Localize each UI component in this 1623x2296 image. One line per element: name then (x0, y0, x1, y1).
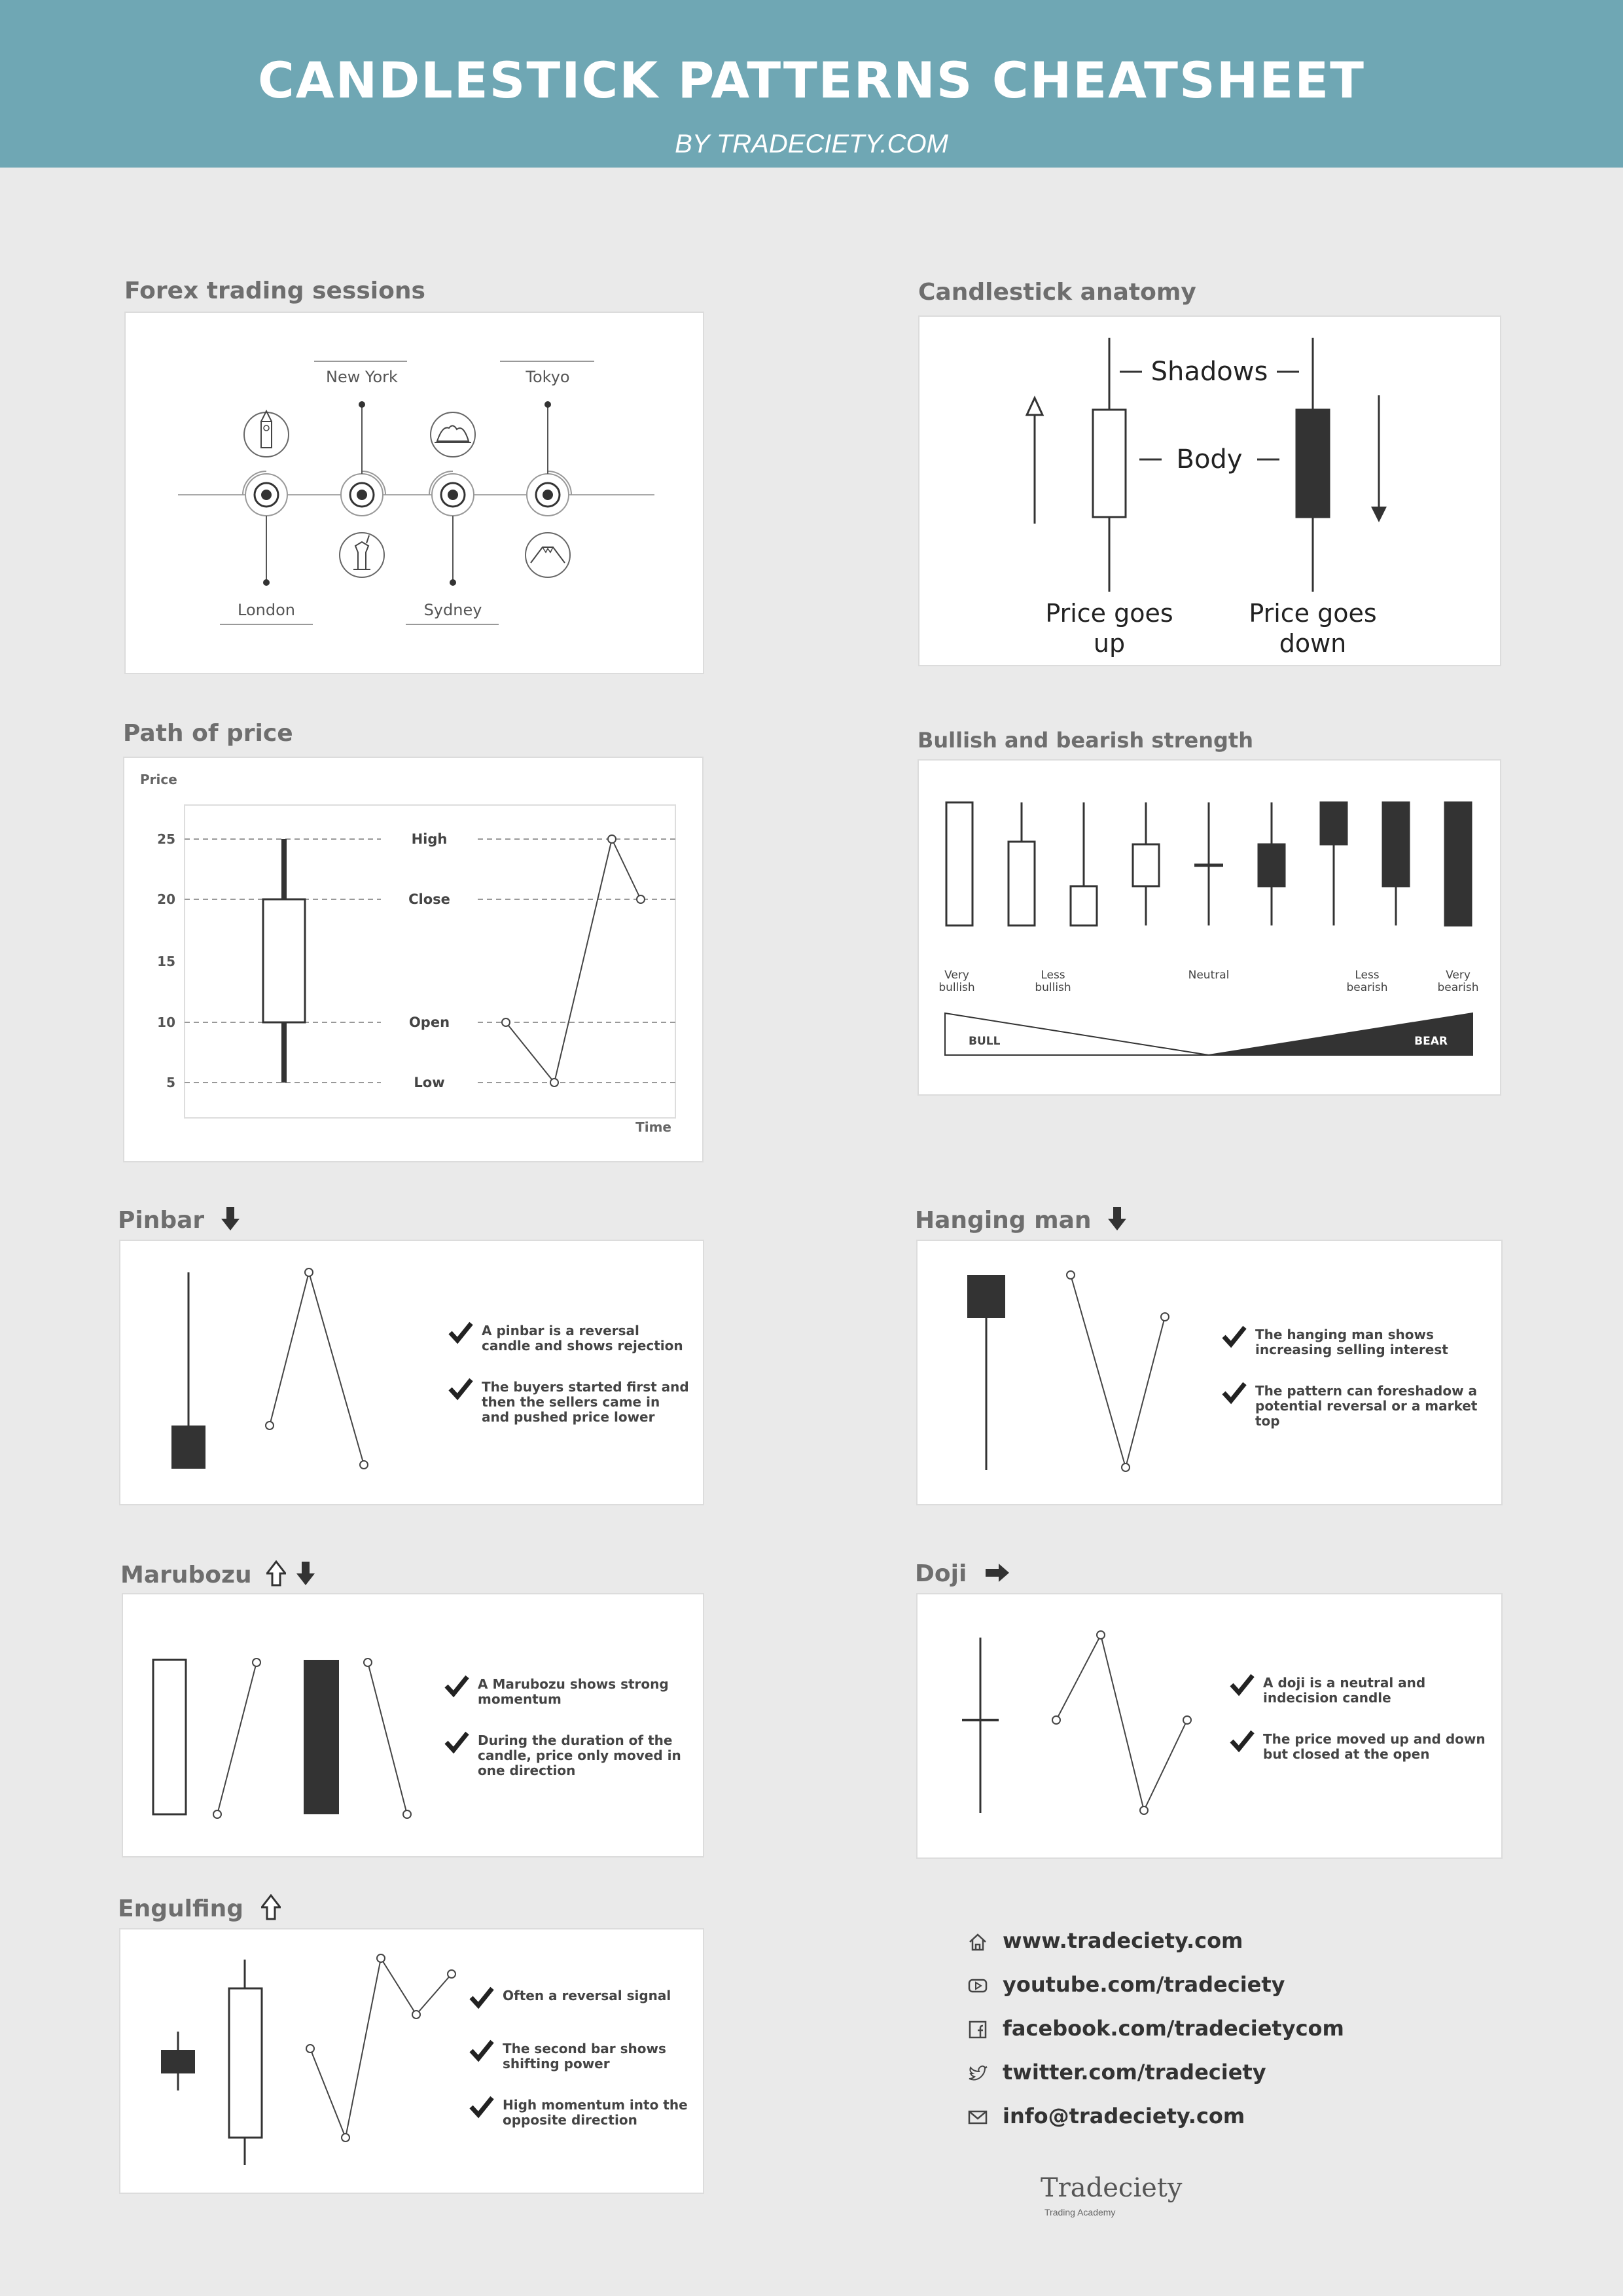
bear-label: BEAR (1414, 1035, 1448, 1048)
label-less-bearish: Less bearish (1346, 969, 1388, 994)
sessions-diagram (126, 313, 705, 675)
doji-bullet-1: A doji is a neutral and indecision candle (1229, 1676, 1497, 1706)
engulfing-title (118, 1894, 281, 1922)
big-ben-icon (244, 411, 289, 457)
bull-bear-scale (945, 1013, 1472, 1055)
check-icon (444, 1673, 470, 1699)
marubozu-bullet-2: During the duration of the candle, price only moved in one direction (444, 1733, 692, 1778)
path-title: Path of price (123, 720, 293, 747)
anatomy-panel (918, 315, 1501, 666)
marubozu-panel (122, 1593, 704, 1857)
mail-icon (967, 2107, 988, 2128)
pinbar-title (118, 1206, 240, 1234)
engulfing-bullets (469, 1988, 691, 2154)
bull-label: BULL (969, 1035, 1001, 1048)
arrow-up-outline-icon (261, 1894, 281, 1920)
check-icon (1221, 1380, 1247, 1406)
bullish-candle (1093, 338, 1126, 592)
price-down-label-line1: Price goes (1249, 599, 1377, 628)
level-low: Low (414, 1075, 445, 1090)
contact-list (967, 1928, 1344, 2147)
price-up-label-line2: up (1093, 629, 1126, 658)
check-icon (448, 1376, 474, 1402)
check-icon (448, 1319, 474, 1346)
hanging-title (915, 1206, 1127, 1234)
hanging-bullets (1221, 1327, 1496, 1455)
y-tick-25: 25 (157, 831, 175, 847)
marubozu-title (120, 1560, 315, 1588)
path-diagram (124, 758, 705, 1164)
doji-panel (916, 1593, 1503, 1859)
website-link[interactable]: www.tradeciety.com (967, 1928, 1344, 1971)
engulfing-panel (119, 1928, 704, 2194)
doji-title-text: Doji (915, 1560, 967, 1587)
anatomy-diagram (919, 317, 1503, 668)
y-tick-10: 10 (157, 1014, 175, 1030)
engulfing-bullet-2: The second bar shows shifting power (469, 2041, 691, 2072)
statue-of-liberty-icon (340, 533, 384, 577)
hanging-bullet-1: The hanging man shows increasing selling interest (1221, 1327, 1496, 1357)
strength-title: Bullish and bearish strength (918, 728, 1253, 753)
doji-bullet-2: The price moved up and down but closed at the open (1229, 1732, 1497, 1762)
engulfing-bullet-3: High momentum into the opposite direction (469, 2098, 691, 2128)
arrow-right-icon (984, 1563, 1010, 1583)
youtube-icon (967, 1975, 988, 1996)
example-candle (263, 839, 305, 1083)
pinbar-bullets (448, 1323, 690, 1451)
facebook-link[interactable]: facebook.com/tradecietycom (967, 2015, 1344, 2059)
strength-candles (946, 802, 1471, 925)
price-path-line (502, 835, 645, 1086)
marubozu-title-text: Marubozu (120, 1562, 252, 1588)
youtube-link[interactable]: youtube.com/tradeciety (967, 1971, 1344, 2015)
strength-diagram (919, 761, 1503, 1097)
up-arrow-icon (1027, 398, 1043, 524)
city-sydney: Sydney (423, 601, 482, 619)
y-tick-5: 5 (166, 1075, 175, 1090)
pinbar-title-text: Pinbar (118, 1207, 205, 1234)
opera-house-icon (431, 412, 475, 457)
level-high: High (411, 831, 448, 847)
mount-fuji-icon (526, 533, 570, 577)
hanging-bullet-2: The pattern can foreshadow a potential reversal or a market top (1221, 1384, 1496, 1429)
pinbar-panel (119, 1240, 704, 1505)
facebook-icon (967, 2019, 988, 2040)
city-london: London (238, 601, 295, 619)
doji-bullets (1229, 1676, 1497, 1788)
bearish-candle (1296, 338, 1329, 592)
twitter-icon (967, 2063, 988, 2084)
label-neutral: Neutral (1188, 969, 1230, 982)
city-tokyo: Tokyo (526, 368, 570, 386)
price-axis-title: Price (140, 772, 177, 787)
check-icon (444, 1729, 470, 1755)
time-axis-title: Time (635, 1119, 671, 1135)
price-down-label-line2: down (1279, 629, 1347, 658)
check-icon (1229, 1728, 1255, 1754)
arrow-down-icon (296, 1560, 315, 1587)
hanging-title-text: Hanging man (915, 1207, 1092, 1234)
marubozu-bullets (444, 1677, 692, 1804)
twitter-link[interactable]: twitter.com/tradeciety (967, 2059, 1344, 2103)
sessions-title: Forex trading sessions (124, 278, 425, 304)
level-close: Close (408, 891, 450, 907)
label-very-bearish: Very bearish (1437, 969, 1479, 994)
body-label: Body (1176, 444, 1243, 475)
level-open: Open (408, 1014, 450, 1030)
home-icon (967, 1931, 988, 1952)
check-icon (469, 2037, 495, 2064)
path-panel (123, 757, 704, 1162)
price-up-label-line1: Price goes (1045, 599, 1173, 628)
pinbar-bullet-1: A pinbar is a reversal candle and shows rejection (448, 1323, 690, 1354)
arrow-down-icon (1107, 1206, 1127, 1232)
y-tick-15: 15 (157, 954, 175, 969)
arrow-up-outline-icon (266, 1560, 286, 1587)
hanging-panel (916, 1240, 1503, 1505)
label-less-bullish: Less bullish (1035, 969, 1071, 994)
anatomy-title: Candlestick anatomy (918, 279, 1196, 306)
engulfing-title-text: Engulfing (118, 1895, 244, 1922)
engulfing-bullet-1: Often a reversal signal (469, 1988, 691, 2003)
y-tick-20: 20 (157, 891, 175, 907)
check-icon (469, 1984, 495, 2011)
strength-panel (918, 759, 1501, 1096)
doji-title (915, 1560, 1010, 1587)
check-icon (469, 2094, 495, 2120)
page-subtitle: BY TRADECIETY.COM (675, 130, 948, 158)
label-very-bullish: Very bullish (938, 969, 975, 994)
email-link[interactable]: info@tradeciety.com (967, 2103, 1344, 2147)
page-title: CANDLESTICK PATTERNS CHEATSHEET (258, 51, 1365, 109)
sessions-panel (124, 312, 704, 674)
logo-tagline: Trading Academy (1044, 2207, 1116, 2217)
down-arrow-icon (1371, 395, 1387, 522)
logo-name: Tradeciety (1041, 2173, 1183, 2203)
check-icon (1229, 1672, 1255, 1698)
arrow-down-icon (221, 1206, 240, 1232)
check-icon (1221, 1323, 1247, 1350)
city-newyork: New York (326, 368, 398, 386)
shadows-label: Shadows (1150, 357, 1268, 387)
pinbar-bullet-2: The buyers started first and then the sellers came in and pushed price lower (448, 1380, 690, 1425)
marubozu-bullet-1: A Marubozu shows strong momentum (444, 1677, 692, 1707)
